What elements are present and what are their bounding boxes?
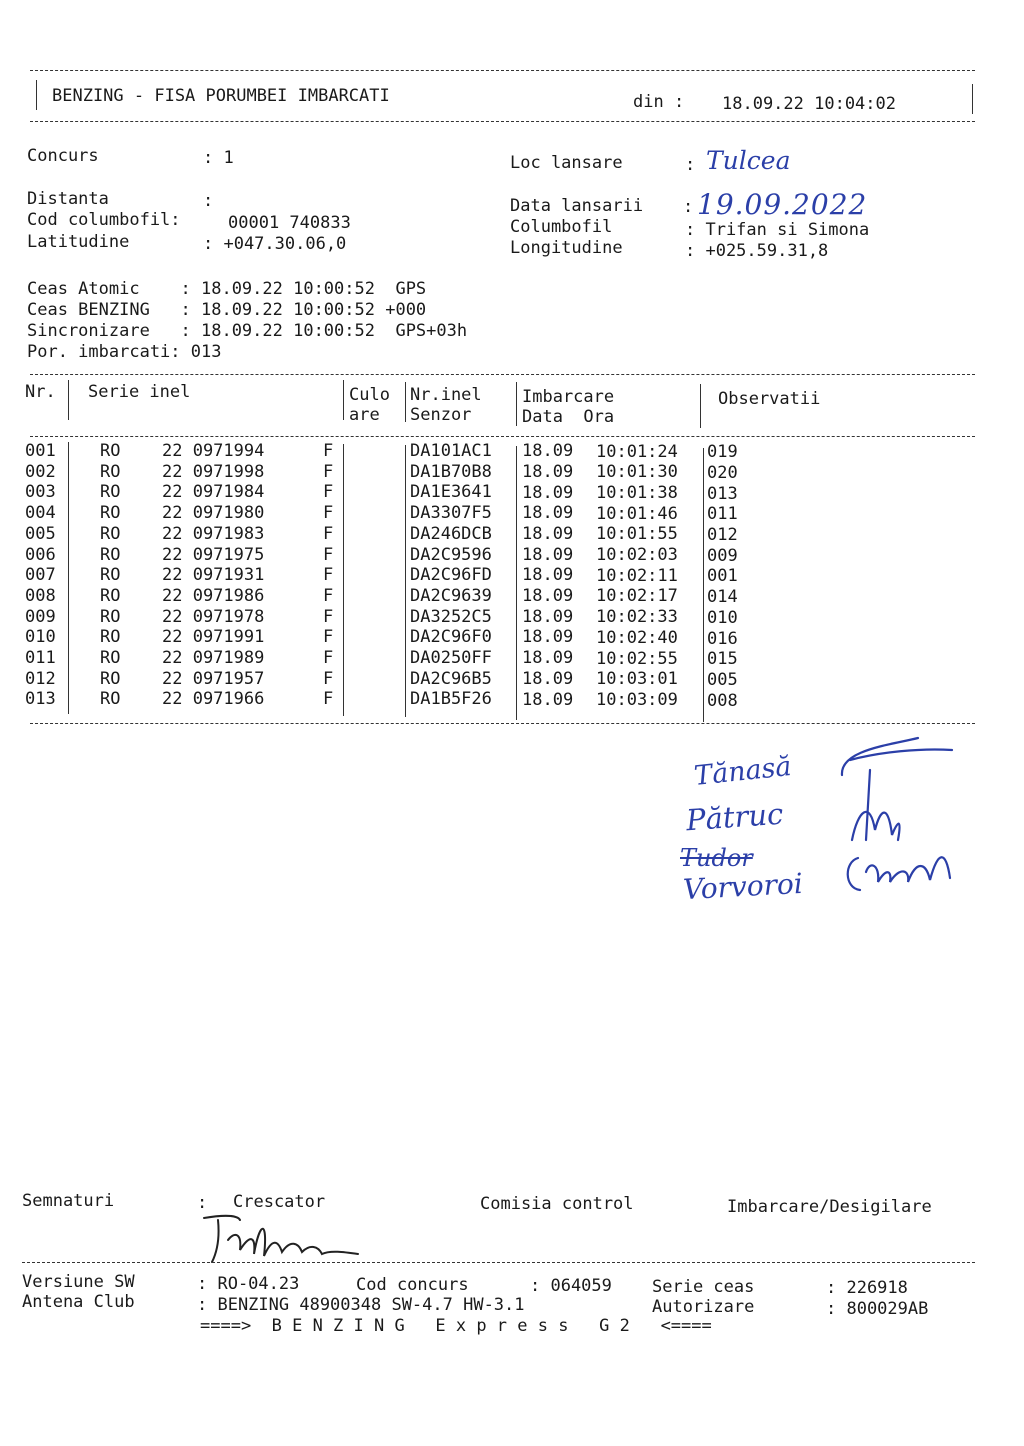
- cell-country: RO: [100, 544, 121, 565]
- cell-nr: 007: [25, 565, 56, 586]
- cell-country: RO: [100, 627, 121, 648]
- body-sep-nr: [68, 442, 69, 714]
- cell-senzor: DA3307F5: [410, 503, 492, 524]
- cell-data: 18.09: [522, 482, 574, 503]
- cell-observatii: 005: [707, 669, 738, 690]
- distanta-value: :: [203, 191, 214, 211]
- body-sep-nrinel: [405, 445, 406, 717]
- columbofil-label: Columbofil: [510, 217, 613, 237]
- cell-ora: 10:01:24: [596, 441, 678, 462]
- cell-ora: 10:02:17: [596, 586, 678, 607]
- cell-nr: 002: [25, 461, 56, 482]
- table-header-bottom-rule: [30, 436, 975, 437]
- cell-nr: 005: [25, 523, 56, 544]
- cell-nr: 013: [25, 689, 56, 710]
- cell-nr: 010: [25, 627, 56, 648]
- cell-senzor: DA1E3641: [410, 482, 492, 503]
- cell-nr: 003: [25, 482, 56, 503]
- cell-sex: F: [323, 523, 334, 544]
- cell-data: 18.09: [522, 648, 574, 669]
- cell-sex: F: [323, 606, 334, 627]
- cell-data: 18.09: [522, 689, 574, 710]
- body-sep-imbarcare: [516, 446, 517, 720]
- cell-nr: 004: [25, 503, 56, 524]
- cell-senzor: DA2C96B5: [410, 668, 492, 689]
- cod-concurs-value: : 064059: [530, 1276, 612, 1296]
- cod-value: 00001 740833: [228, 213, 351, 233]
- th-data-ora: Data Ora: [522, 407, 615, 427]
- th-serie: Serie inel: [88, 382, 191, 402]
- body-sep-obs: [703, 448, 704, 722]
- cell-sex: F: [323, 689, 334, 710]
- header-top-rule: [30, 70, 975, 71]
- cell-senzor: DA1B70B8: [410, 461, 492, 482]
- semnaturi-label: Semnaturi: [22, 1191, 115, 1211]
- data-lansarii-label: Data lansarii: [510, 196, 644, 216]
- imbarcare-desigilare-label: Imbarcare/Desigilare: [727, 1197, 932, 1217]
- col-sep-nrinel: [405, 382, 406, 422]
- cell-senzor: DA0250FF: [410, 648, 492, 668]
- cell-senzor: DA2C96F0: [410, 627, 492, 648]
- cell-ora: 10:02:11: [596, 565, 678, 586]
- cell-country: RO: [100, 441, 121, 461]
- cell-sex: F: [323, 565, 334, 586]
- cell-senzor: DA246DCB: [410, 523, 492, 544]
- cell-data: 18.09: [522, 606, 574, 627]
- cell-nr: 006: [25, 544, 56, 565]
- comisia-label: Comisia control: [480, 1194, 634, 1214]
- cell-country: RO: [100, 668, 121, 689]
- header-din-label: din :: [633, 92, 685, 112]
- cell-country: RO: [100, 503, 121, 524]
- cell-senzor: DA101AC1: [410, 441, 492, 461]
- cell-observatii: 015: [707, 649, 738, 670]
- cod-concurs-label: Cod concurs: [356, 1275, 469, 1295]
- cell-serie: 22 0971986: [162, 585, 265, 606]
- longitudine-label: Longitudine: [510, 238, 623, 258]
- cell-country: RO: [100, 585, 121, 606]
- cod-label: Cod columbofil:: [27, 210, 181, 230]
- th-nrinel: Nr.inel: [410, 385, 482, 405]
- handwritten-name-1: Tănasă: [692, 750, 793, 793]
- cell-observatii: 016: [707, 628, 738, 649]
- cell-country: RO: [100, 689, 121, 710]
- cell-observatii: 001: [707, 566, 738, 587]
- loc-label: Loc lansare: [510, 153, 623, 173]
- benzing-banner: ====> B E N Z I N G E x p r e s s G 2 <====: [200, 1316, 712, 1336]
- cell-ora: 10:03:01: [596, 669, 678, 690]
- cell-sex: F: [323, 482, 334, 503]
- cell-sex: F: [323, 627, 334, 648]
- cell-ora: 10:01:30: [596, 462, 678, 483]
- header-title: BENZING - FISA PORUMBEI IMBARCATI: [52, 86, 390, 106]
- cell-observatii: 013: [707, 483, 738, 504]
- col-sep-nr: [68, 380, 69, 420]
- cell-senzor: DA1B5F26: [410, 689, 492, 710]
- cell-ora: 10:02:03: [596, 545, 678, 566]
- ceas-atomic-line: Ceas Atomic : 18.09.22 10:00:52 GPS: [27, 279, 427, 299]
- cell-observatii: 008: [707, 690, 738, 711]
- cell-country: RO: [100, 461, 121, 482]
- latitudine-label: Latitudine: [27, 232, 130, 252]
- cell-serie: 22 0971966: [162, 689, 265, 710]
- cell-observatii: 011: [707, 504, 738, 525]
- cell-serie: 22 0971980: [162, 503, 265, 524]
- cell-serie: 22 0971994: [162, 441, 265, 461]
- cell-observatii: 010: [707, 607, 738, 628]
- cell-data: 18.09: [522, 565, 574, 586]
- cell-observatii: 009: [707, 545, 738, 566]
- versiune-value: : RO-04.23: [197, 1274, 300, 1294]
- cell-sex: F: [323, 648, 334, 668]
- cell-data: 18.09: [522, 523, 574, 544]
- cell-data: 18.09: [522, 586, 574, 607]
- col-sep-obs: [700, 384, 701, 428]
- cell-ora: 10:01:38: [596, 482, 678, 503]
- handwritten-struck-name: Tudor: [680, 844, 753, 872]
- sincronizare-line: Sincronizare : 18.09.22 10:00:52 GPS+03h: [27, 321, 468, 341]
- col-sep-culo: [343, 380, 344, 420]
- cell-nr: 001: [25, 441, 56, 461]
- cell-nr: 008: [25, 585, 56, 606]
- cell-senzor: DA2C9639: [410, 585, 492, 606]
- latitudine-value: : +047.30.06,0: [203, 234, 347, 254]
- cell-country: RO: [100, 482, 121, 503]
- th-imbarcare: Imbarcare: [522, 387, 615, 407]
- cell-sex: F: [323, 668, 334, 689]
- cell-data: 18.09: [522, 627, 574, 648]
- cell-senzor: DA2C9596: [410, 544, 492, 565]
- cell-nr: 012: [25, 668, 56, 689]
- cell-serie: 22 0971983: [162, 523, 265, 544]
- por-imbarcati-line: Por. imbarcati: 013: [27, 342, 222, 362]
- cell-serie: 22 0971957: [162, 668, 265, 689]
- antena-value: : BENZING 48900348 SW-4.7 HW-3.1: [197, 1295, 525, 1315]
- cell-ora: 10:02:40: [596, 627, 678, 648]
- cell-serie: 22 0971998: [162, 461, 265, 482]
- th-senzor: Senzor: [410, 405, 472, 425]
- loc-handwritten: Tulcea: [706, 146, 791, 175]
- cell-nr: 011: [25, 648, 56, 668]
- cell-observatii: 014: [707, 587, 738, 608]
- cell-data: 18.09: [522, 544, 574, 565]
- cell-sex: F: [323, 544, 334, 565]
- versiune-label: Versiune SW: [22, 1272, 135, 1292]
- cell-serie: 22 0971931: [162, 565, 265, 586]
- crescator-signature: [198, 1210, 368, 1270]
- cell-senzor: DA3252C5: [410, 606, 492, 627]
- cell-sex: F: [323, 461, 334, 482]
- cell-serie: 22 0971989: [162, 648, 265, 668]
- signature-2: [852, 812, 900, 840]
- distanta-label: Distanta: [27, 189, 109, 209]
- handwritten-name-3: Vorvoroi: [682, 866, 804, 907]
- handwritten-name-2: Pătruc: [684, 796, 785, 838]
- footer-rule: [22, 1262, 975, 1263]
- header-bottom-rule: [30, 121, 975, 122]
- signature-3: [848, 857, 950, 890]
- columbofil-value: : Trifan si Simona: [685, 220, 870, 240]
- autorizare-label: Autorizare: [652, 1297, 755, 1317]
- cell-serie: 22 0971975: [162, 544, 265, 565]
- header-right-bar: [972, 84, 973, 114]
- serie-ceas-value: : 226918: [826, 1278, 908, 1298]
- antena-label: Antena Club: [22, 1292, 135, 1312]
- cell-data: 18.09: [522, 668, 574, 689]
- cell-serie: 22 0971978: [162, 606, 265, 627]
- cell-sex: F: [323, 441, 334, 461]
- cell-serie: 22 0971984: [162, 482, 265, 503]
- cell-sex: F: [323, 585, 334, 606]
- concurs-label: Concurs: [27, 146, 99, 166]
- data-lansarii-sep: :: [683, 197, 694, 217]
- cell-ora: 10:01:55: [596, 524, 678, 545]
- table-bottom-rule: [30, 723, 975, 724]
- ceas-benzing-line: Ceas BENZING : 18.09.22 10:00:52 +000: [27, 300, 427, 320]
- cell-country: RO: [100, 606, 121, 627]
- body-sep-culo: [343, 444, 344, 716]
- th-observatii: Observatii: [718, 389, 821, 409]
- cell-sex: F: [323, 503, 334, 524]
- th-nr: Nr.: [25, 382, 56, 402]
- cell-serie: 22 0971991: [162, 627, 265, 648]
- cell-nr: 009: [25, 606, 56, 627]
- data-lansarii-handwritten: 19.09.2022: [697, 188, 868, 221]
- cell-ora: 10:01:46: [596, 503, 678, 524]
- longitudine-value: : +025.59.31,8: [685, 241, 829, 261]
- loc-sep: :: [685, 155, 696, 175]
- cell-data: 18.09: [522, 441, 574, 462]
- cell-country: RO: [100, 565, 121, 586]
- cell-data: 18.09: [522, 461, 574, 482]
- cell-country: RO: [100, 523, 121, 544]
- cell-ora: 10:03:09: [596, 689, 678, 710]
- cell-observatii: 020: [707, 462, 738, 483]
- th-culo: Culo: [349, 385, 390, 405]
- committee-signatures: [830, 730, 980, 910]
- table-top-rule: [30, 374, 975, 375]
- cell-observatii: 012: [707, 525, 738, 546]
- header-din-value: 18.09.22 10:04:02: [722, 94, 896, 114]
- header-left-bar: [36, 80, 37, 110]
- serie-ceas-label: Serie ceas: [652, 1277, 755, 1297]
- th-are: are: [349, 405, 380, 425]
- cell-ora: 10:02:33: [596, 607, 678, 628]
- cell-senzor: DA2C96FD: [410, 565, 492, 586]
- col-sep-imbarcare: [516, 382, 517, 426]
- concurs-value: : 1: [203, 148, 234, 168]
- cell-observatii: 019: [707, 442, 738, 463]
- semnaturi-sep: :: [197, 1193, 208, 1213]
- crescator-label: Crescator: [233, 1192, 326, 1212]
- cell-ora: 10:02:55: [596, 648, 678, 669]
- cell-country: RO: [100, 648, 121, 668]
- autorizare-value: : 800029AB: [826, 1299, 929, 1319]
- cell-data: 18.09: [522, 503, 574, 524]
